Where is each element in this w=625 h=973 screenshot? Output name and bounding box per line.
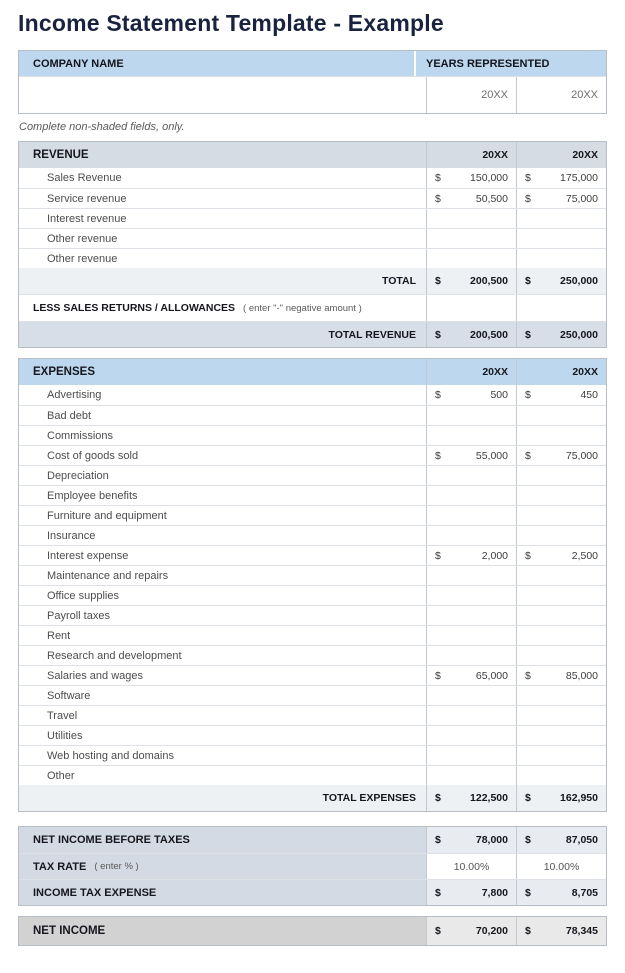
currency-symbol: $: [525, 834, 531, 846]
amount-cell[interactable]: [426, 746, 516, 765]
table-row: [19, 248, 606, 268]
amount-cell[interactable]: [516, 486, 606, 505]
table-row: [19, 645, 606, 665]
row-label: Maintenance and repairs: [47, 569, 169, 582]
net-income-summary-table: [18, 826, 607, 906]
amount-value: 65,000: [475, 669, 508, 682]
table-row: [19, 665, 606, 685]
tax-rate-input-y1[interactable]: 10.00%: [426, 854, 516, 879]
amount-cell[interactable]: [426, 385, 516, 405]
amount-cell[interactable]: [516, 606, 606, 625]
row-label: Utilities: [47, 729, 83, 742]
total-revenue-y1: [426, 322, 516, 347]
revenue-total-label: TOTAL: [381, 275, 416, 287]
amount-cell[interactable]: [426, 566, 516, 585]
row-label: Commissions: [47, 429, 114, 442]
amount-value: 78,345: [565, 925, 598, 937]
currency-symbol: $: [435, 192, 441, 205]
amount-cell[interactable]: [516, 626, 606, 645]
tax-rate-note: ( enter % ): [94, 861, 139, 872]
amount-value: 50,500: [475, 192, 508, 205]
table-row: [19, 445, 606, 465]
amount-cell[interactable]: [516, 726, 606, 745]
amount-cell[interactable]: [516, 746, 606, 765]
amount-cell[interactable]: [516, 189, 606, 208]
currency-symbol: $: [435, 549, 441, 562]
net-income-label: NET INCOME: [19, 917, 426, 945]
amount-value: 55,000: [475, 449, 508, 462]
ite-y1: [426, 880, 516, 905]
total-expenses-row: [19, 785, 606, 811]
amount-value: 85,000: [565, 669, 598, 682]
amount-cell[interactable]: [426, 546, 516, 565]
tax-rate-text: TAX RATE: [33, 860, 87, 873]
currency-symbol: $: [525, 389, 531, 401]
less-sales-input-y1[interactable]: [426, 295, 516, 321]
page-title: Income Statement Template - Example: [18, 10, 444, 36]
instruction-note: Complete non-shaded fields, only.: [19, 121, 185, 133]
amount-cell[interactable]: [516, 506, 606, 525]
amount-value: 150,000: [470, 172, 508, 184]
currency-symbol: $: [525, 925, 531, 937]
table-row: [19, 625, 606, 645]
amount-cell[interactable]: [426, 406, 516, 425]
currency-symbol: $: [435, 328, 441, 341]
revenue-header-row: [19, 142, 606, 168]
row-label: Salaries and wages: [47, 669, 144, 682]
table-row: [19, 525, 606, 545]
year1-input-cell[interactable]: 20XX: [426, 77, 516, 113]
row-label: Rent: [47, 629, 71, 642]
currency-symbol: $: [525, 449, 531, 462]
amount-value: 2,000: [481, 549, 508, 562]
nibt-y1: [426, 827, 516, 853]
amount-cell[interactable]: [426, 766, 516, 785]
revenue-year2-header: 20XX: [516, 142, 606, 168]
table-row: [19, 425, 606, 445]
table-row: [19, 585, 606, 605]
table-row: [19, 705, 606, 725]
row-label: Bad debt: [47, 409, 92, 422]
amount-value: 200,500: [470, 328, 508, 341]
amount-cell[interactable]: [426, 466, 516, 485]
amount-value: 75,000: [565, 192, 598, 205]
amount-cell[interactable]: [426, 646, 516, 665]
row-label: Employee benefits: [47, 489, 138, 502]
table-row: [19, 765, 606, 785]
table-row: [19, 405, 606, 425]
total-expenses-y1: [426, 785, 516, 811]
currency-symbol: $: [435, 449, 441, 462]
amount-cell[interactable]: [516, 566, 606, 585]
amount-cell[interactable]: [426, 446, 516, 465]
tax-rate-row: [19, 853, 606, 879]
row-label: Software: [47, 689, 91, 702]
row-label: Interest revenue: [47, 212, 127, 225]
amount-cell[interactable]: [516, 209, 606, 228]
less-sales-returns-text: LESS SALES RETURNS / ALLOWANCES: [33, 302, 236, 314]
currency-symbol: $: [525, 328, 531, 341]
amount-value: 200,500: [470, 275, 508, 287]
table-row: [19, 505, 606, 525]
revenue-total-y2: [516, 268, 606, 294]
amount-value: 87,050: [565, 834, 598, 846]
row-label: Depreciation: [47, 469, 109, 482]
net-income-y1: [426, 917, 516, 945]
table-row: [19, 725, 606, 745]
row-label: Research and development: [47, 649, 182, 662]
amount-cell[interactable]: [426, 506, 516, 525]
net-income-before-taxes-row: [19, 827, 606, 853]
amount-cell[interactable]: [516, 706, 606, 725]
revenue-total-row: [19, 268, 606, 294]
row-label: Insurance: [47, 529, 96, 542]
total-expenses-y2: [516, 785, 606, 811]
currency-symbol: $: [435, 792, 441, 804]
table-row: [19, 485, 606, 505]
amount-cell[interactable]: [426, 168, 516, 188]
amount-cell[interactable]: [426, 426, 516, 445]
expenses-header-row: [19, 359, 606, 385]
table-row: [19, 168, 606, 188]
amount-cell[interactable]: [516, 546, 606, 565]
income-tax-expense-label: INCOME TAX EXPENSE: [19, 880, 426, 905]
row-label: Web hosting and domains: [47, 749, 174, 762]
table-row: [19, 685, 606, 705]
amount-cell[interactable]: [426, 606, 516, 625]
table-row: [19, 228, 606, 248]
row-label: Other revenue: [47, 232, 118, 245]
revenue-total-y1: [426, 268, 516, 294]
currency-symbol: $: [525, 172, 531, 184]
row-label: Sales Revenue: [47, 172, 122, 184]
amount-cell[interactable]: [516, 766, 606, 785]
expenses-section-title: EXPENSES: [33, 366, 95, 378]
amount-cell[interactable]: [516, 385, 606, 405]
currency-symbol: $: [525, 192, 531, 205]
row-label: Office supplies: [47, 589, 119, 602]
ite-y2: [516, 880, 606, 905]
amount-value: 75,000: [565, 449, 598, 462]
amount-cell[interactable]: [516, 586, 606, 605]
amount-cell[interactable]: [516, 666, 606, 685]
company-table-header: [19, 51, 606, 76]
company-name-header: COMPANY NAME: [33, 57, 124, 70]
row-label: Payroll taxes: [47, 609, 110, 622]
amount-cell[interactable]: [426, 526, 516, 545]
amount-value: 450: [580, 389, 598, 401]
row-label: Furniture and equipment: [47, 509, 167, 522]
currency-symbol: $: [435, 925, 441, 937]
expenses-rows: [19, 385, 606, 785]
amount-value: 500: [490, 389, 508, 401]
amount-cell[interactable]: [516, 168, 606, 188]
amount-value: 250,000: [560, 275, 598, 287]
row-label: Other: [47, 769, 75, 782]
amount-cell[interactable]: [516, 446, 606, 465]
row-label: Travel: [47, 709, 78, 722]
revenue-section-title: REVENUE: [33, 149, 89, 161]
amount-value: 7,800: [481, 886, 508, 899]
amount-value: 250,000: [560, 328, 598, 341]
total-expenses-label: TOTAL EXPENSES: [322, 792, 416, 804]
table-row: [19, 188, 606, 208]
years-represented-header: YEARS REPRESENTED: [414, 51, 606, 76]
revenue-year1-header: 20XX: [426, 142, 516, 168]
currency-symbol: $: [435, 886, 441, 899]
less-sales-returns-row: [19, 294, 606, 321]
row-label: Interest expense: [47, 549, 129, 562]
amount-cell[interactable]: [426, 249, 516, 268]
amount-cell[interactable]: [426, 706, 516, 725]
amount-cell[interactable]: [426, 209, 516, 228]
row-label: Advertising: [47, 389, 102, 401]
row-label: Other revenue: [47, 252, 118, 265]
tax-rate-input-y2[interactable]: 10.00%: [516, 854, 606, 879]
net-income-row: [19, 917, 606, 945]
less-sales-returns-label: [19, 295, 426, 321]
table-row: [19, 545, 606, 565]
row-label: Service revenue: [47, 192, 127, 205]
amount-cell[interactable]: [516, 646, 606, 665]
amount-cell[interactable]: [516, 466, 606, 485]
currency-symbol: $: [525, 792, 531, 804]
amount-cell[interactable]: [516, 686, 606, 705]
currency-symbol: $: [435, 669, 441, 682]
amount-value: 2,500: [571, 549, 598, 562]
company-name-input-cell[interactable]: [19, 77, 426, 113]
company-table-value-row: [19, 76, 606, 113]
amount-cell[interactable]: [516, 229, 606, 248]
company-table: [18, 50, 607, 114]
amount-value: 175,000: [560, 172, 598, 184]
amount-cell[interactable]: [426, 626, 516, 645]
currency-symbol: $: [525, 549, 531, 562]
amount-value: 78,000: [475, 834, 508, 846]
net-income-y2: [516, 917, 606, 945]
amount-cell[interactable]: [516, 406, 606, 425]
expenses-table: [18, 358, 607, 812]
table-row: [19, 385, 606, 405]
amount-cell[interactable]: [516, 426, 606, 445]
nibt-y2: [516, 827, 606, 853]
total-revenue-label: TOTAL REVENUE: [328, 328, 416, 341]
amount-value: 122,500: [470, 792, 508, 804]
amount-cell[interactable]: [426, 586, 516, 605]
total-revenue-y2: [516, 322, 606, 347]
amount-cell[interactable]: [426, 486, 516, 505]
expenses-year1-header: 20XX: [426, 359, 516, 385]
amount-value: 70,200: [475, 925, 508, 937]
income-tax-expense-row: [19, 879, 606, 905]
amount-value: 8,705: [571, 886, 598, 899]
currency-symbol: $: [435, 389, 441, 401]
net-income-table: [18, 916, 607, 946]
currency-symbol: $: [525, 886, 531, 899]
row-label: Cost of goods sold: [47, 449, 139, 462]
currency-symbol: $: [435, 275, 441, 287]
tax-rate-label: [19, 854, 426, 879]
amount-cell[interactable]: [426, 666, 516, 685]
amount-cell[interactable]: [516, 249, 606, 268]
table-row: [19, 565, 606, 585]
amount-cell[interactable]: [426, 686, 516, 705]
net-income-before-taxes-label: NET INCOME BEFORE TAXES: [19, 827, 426, 853]
year2-input-cell[interactable]: 20XX: [516, 77, 606, 113]
amount-cell[interactable]: [426, 726, 516, 745]
currency-symbol: $: [435, 834, 441, 846]
amount-cell[interactable]: [516, 526, 606, 545]
amount-value: 162,950: [560, 792, 598, 804]
revenue-rows: [19, 168, 606, 268]
amount-cell[interactable]: [426, 189, 516, 208]
currency-symbol: $: [525, 669, 531, 682]
revenue-table: [18, 141, 607, 348]
less-sales-input-y2[interactable]: [516, 295, 606, 321]
table-row: [19, 605, 606, 625]
table-row: [19, 208, 606, 228]
expenses-year2-header: 20XX: [516, 359, 606, 385]
less-sales-returns-note: ( enter "-" negative amount ): [243, 302, 362, 314]
total-revenue-row: [19, 321, 606, 347]
currency-symbol: $: [525, 275, 531, 287]
amount-cell[interactable]: [426, 229, 516, 248]
currency-symbol: $: [435, 172, 441, 184]
table-row: [19, 465, 606, 485]
table-row: [19, 745, 606, 765]
